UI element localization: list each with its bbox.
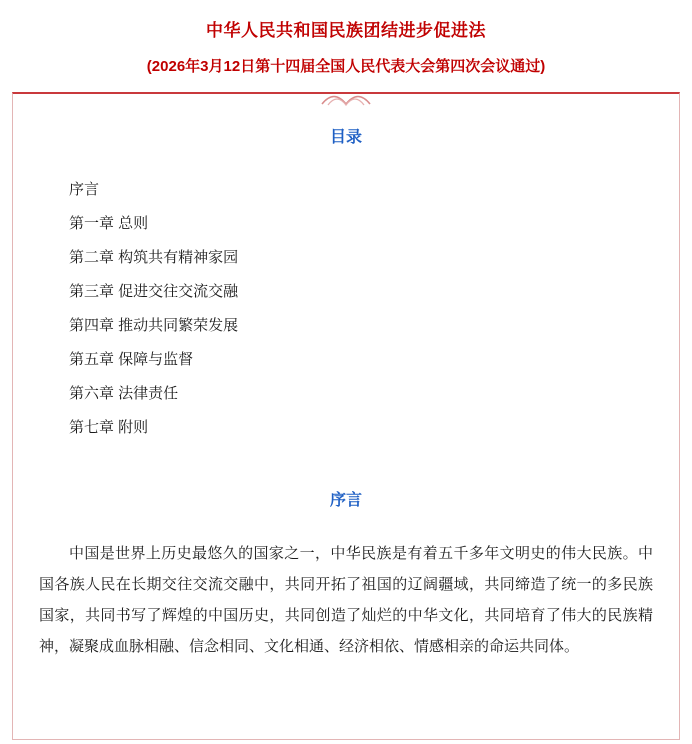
ornament-icon (316, 92, 376, 106)
section-heading-preface: 序言 (329, 492, 362, 509)
content-frame (12, 92, 680, 740)
list-item[interactable]: 第一章 总则 (69, 215, 149, 232)
list-item[interactable]: 第二章 构筑共有精神家园 (69, 249, 239, 266)
toc-list (13, 173, 679, 445)
preface-paragraph: 中国是世界上历史最悠久的国家之一，中华民族是有着五千多年文明史的伟大民族。中国各族人民在长期交往交流交融中，共同开拓了祖国的辽阔疆域，共同缔造了统一的多民族国家，共同书写了辉煌的中国历史，共同创造了灿烂的中华文化，共同培育了伟大的民族精神，凝聚成血脉相融、信念相同、文化相通、经济相依、情感相亲的命运共同体。 (39, 545, 653, 655)
list-item[interactable]: 第五章 保障与监督 (69, 351, 194, 368)
list-item[interactable]: 序言 (69, 181, 100, 198)
toc-heading: 目录 (329, 129, 362, 146)
list-item[interactable]: 第六章 法律责任 (69, 385, 179, 402)
list-item[interactable]: 第四章 推动共同繁荣发展 (69, 317, 239, 334)
page-title: 中华人民共和国民族团结进步促进法 (206, 21, 486, 40)
list-item[interactable]: 第三章 促进交往交流交融 (69, 283, 239, 300)
page-subtitle: (2026年3月12日第十四届全国人民代表大会第四次会议通过) (146, 58, 546, 75)
list-item[interactable]: 第七章 附则 (69, 419, 149, 436)
